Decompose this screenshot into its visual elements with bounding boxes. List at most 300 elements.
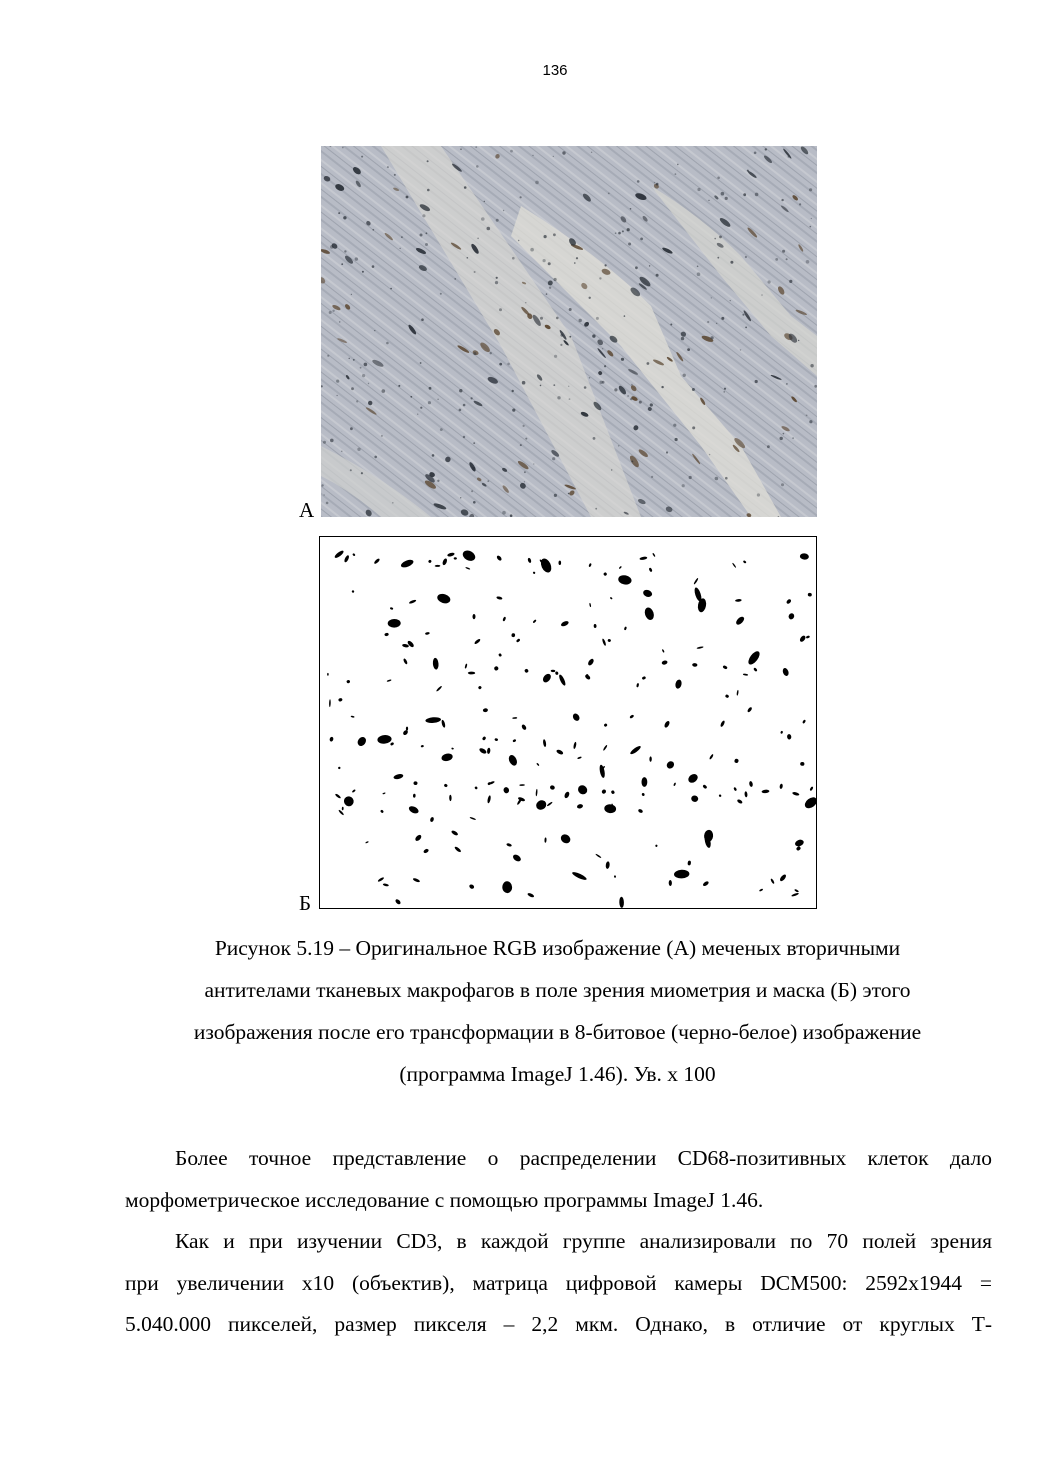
mask-particle [423,848,429,854]
mask-particle [551,670,556,673]
nucleus-speck [627,228,630,231]
nucleus-speck [548,262,551,265]
mask-particle [511,633,515,637]
nucleus-speck [627,395,629,397]
nucleus-speck [745,256,747,258]
nucleus-speck [337,395,338,396]
mask-particle [696,646,703,649]
mask-particle [759,888,763,891]
mask-particle [720,720,726,727]
nucleus-speck [786,383,788,385]
nucleus-speck [666,451,668,453]
nucleus-speck [374,456,377,459]
mask-particle [571,871,587,882]
mask-particle [436,592,452,605]
nucleus-speck [589,377,591,379]
mask-particle [743,673,748,676]
mask-particle [535,789,537,797]
mask-particle [384,633,389,637]
nucleus-speck [487,480,489,482]
mask-particle [655,844,657,847]
nucleus-speck [475,146,477,148]
nucleus-speck [353,359,355,361]
nucleus-speck [427,189,430,192]
nucleus-speck [406,196,409,199]
mask-particle [753,667,758,672]
nucleus-speck [421,318,424,321]
nucleus-speck [484,201,485,202]
mask-particle [587,658,595,667]
nucleus-speck [473,501,476,504]
nucleus-speck [556,317,559,320]
nucleus-speck [602,348,603,349]
mask-particle [747,706,753,712]
mask-particle [507,754,518,767]
mask-particle [454,557,457,559]
mask-particle [564,791,571,799]
nucleus-speck [400,248,401,249]
nucleus-speck [546,293,548,295]
mask-particle [377,734,392,744]
mask-particle [329,736,334,742]
mask-particle [464,663,467,668]
nucleus-speck [386,342,389,345]
nucleus-speck [624,315,626,317]
mask-particle [472,614,475,619]
nucleus-speck [326,502,329,505]
mask-particle [725,694,730,698]
mask-particle [665,760,675,770]
nucleus-speck [336,380,339,383]
nucleus-speck [595,508,597,510]
mask-particle [607,639,611,642]
mask-particle [749,781,754,787]
mask-particle [577,803,584,809]
nucleus-speck [628,243,631,246]
mask-particle [534,798,548,811]
mask-particle [733,787,737,791]
mask-particle [808,593,812,597]
nucleus-speck [496,277,498,279]
mask-particle [365,841,369,844]
mask-particle [687,772,700,784]
nucleus-speck [560,344,562,346]
nucleus-speck [554,494,557,497]
nucleus-speck [540,317,543,320]
nucleus-speck [637,180,640,183]
nucleus-speck [341,451,342,452]
nucleus-speck [755,380,758,383]
mask-particle [327,673,329,676]
nucleus-speck [781,199,783,201]
nucleus-speck [811,218,812,219]
nucleus-speck [554,278,557,281]
nucleus-speck [420,362,422,364]
mask-particle [454,846,462,853]
nucleus-speck [788,156,790,158]
mask-particle [329,699,331,707]
nucleus-speck [440,428,443,431]
nucleus-speck [681,337,684,340]
mask-particle [691,795,699,803]
nucleus-speck [549,287,551,289]
mask-particle [604,804,617,814]
mask-particle [649,567,653,572]
mask-particle [356,735,368,747]
nucleus-speck [544,235,547,238]
nucleus-speck [473,442,475,444]
mask-particle [744,791,747,797]
mask-particle [619,897,624,908]
nucleus-speck [349,358,350,359]
nucleus-speck [464,186,467,189]
mask-particle [335,793,342,799]
mask-particle [787,734,792,740]
mask-particle [572,712,581,722]
mask-particle [532,619,536,623]
mask-particle [602,638,607,646]
mask-particle [669,880,672,886]
mask-particle [556,749,564,756]
nucleus-speck [360,367,362,369]
nucleus-speck [806,415,808,417]
nucleus-speck [687,348,690,351]
nucleus-speck [810,364,813,367]
nucleus-speck [675,438,678,441]
nucleus-speck [524,481,525,482]
nucleus-speck [697,272,701,276]
mask-particle [451,748,454,750]
nucleus-speck [602,381,605,384]
nucleus-speck [495,281,498,284]
mask-particle [449,795,452,801]
mask-particle [662,649,665,653]
mask-particle [642,589,653,599]
mask-particle [502,616,506,621]
nucleus-speck [422,214,425,217]
nucleus-speck [618,232,621,235]
mask-particle [483,708,488,712]
mask-particle [428,559,432,563]
paragraph-line: Как и при изучении CD3, в каждой группе анализировали по 70 полей зрения [175,1229,992,1253]
body-text [125,1138,992,1346]
nucleus-speck [786,258,788,260]
mask-particle [722,665,727,670]
nucleus-speck [437,480,439,482]
nucleus-speck [711,297,712,298]
mask-particle [461,548,477,562]
mask-particle [617,574,632,586]
nucleus-speck [530,248,534,252]
mask-particle [594,624,597,628]
nucleus-speck [562,151,565,154]
nucleus-speck [481,217,485,221]
nucleus-speck [350,469,352,471]
nucleus-speck [789,280,792,283]
nucleus-speck [487,227,491,231]
mask-particle [779,873,787,882]
nucleus-speck [510,514,513,517]
nucleus-speck [394,174,396,176]
nucleus-speck [499,363,502,366]
nucleus-speck [806,260,810,264]
mask-particle [451,830,459,837]
mask-particle [692,663,697,667]
nucleus-speck [765,148,767,150]
nucleus-speck [651,476,653,478]
micrograph-image-a [321,146,817,517]
figure-caption [120,927,995,1095]
nucleus-speck [339,321,341,323]
caption-line: антителами тканевых макрофагов в поле зрения миометрия и маска (Б) этого [204,978,911,1002]
mask-particle [642,676,647,680]
nucleus-speck [604,365,606,367]
nucleus-speck [554,355,557,358]
nucleus-speck [507,363,510,366]
nucleus-speck [381,435,383,437]
mask-particle [387,679,392,682]
nucleus-speck [697,188,700,191]
nucleus-speck [459,389,462,392]
panel-label-a: А [299,498,315,522]
mask-particle [524,668,529,673]
nucleus-speck [724,391,725,392]
nucleus-speck [533,463,534,464]
mask-particle [342,794,355,808]
nucleus-speck [650,403,653,406]
nucleus-speck [647,362,650,365]
mask-particle [603,572,607,576]
nucleus-speck [522,381,526,385]
nucleus-speck [460,497,461,498]
nucleus-speck [524,471,526,473]
mask-particle [610,597,613,600]
mask-particle [519,784,524,786]
mask-particle [802,719,806,724]
mask-particle [782,667,790,677]
nucleus-speck [574,262,576,264]
nucleus-speck [496,219,499,222]
nucleus-speck [362,271,364,273]
nucleus-speck [341,263,343,265]
mask-particle [469,817,476,821]
mask-particle [409,599,417,604]
nucleus-speck [324,494,325,495]
mask-particle [496,555,503,562]
mask-particle [436,685,443,692]
mask-particle [673,782,676,786]
nucleus-speck [463,404,466,407]
nucleus-speck [329,311,332,314]
mask-particle [512,853,522,862]
mask-particle [346,680,350,684]
binary-mask-image-b [319,536,817,909]
mask-particle [516,638,521,643]
mask-particle [638,808,644,813]
nucleus-speck [321,484,323,486]
caption-line: изображения после его трансформации в 8-битовое (черно-белое) изображение [193,1020,922,1044]
nucleus-speck [518,240,519,241]
nucleus-speck [656,274,659,277]
nucleus-speck [717,177,720,180]
nucleus-speck [719,236,722,239]
mask-particle [629,745,642,756]
mask-particle [661,660,668,665]
mask-particle [435,565,441,567]
nucleus-speck [768,280,771,283]
mask-particle [601,789,607,795]
nucleus-speck [362,374,365,377]
mask-particle [735,615,746,626]
mask-particle [352,553,356,557]
nucleus-speck [382,389,386,393]
nucleus-speck [670,324,672,326]
nucleus-speck [591,152,592,153]
nucleus-speck [654,182,655,183]
mask-particle [687,860,691,865]
nucleus-speck [721,192,725,196]
mask-particle [719,794,722,797]
mask-particle [493,665,499,671]
mask-particle [403,658,408,665]
nucleus-speck [512,257,515,260]
nucleus-speck [330,245,334,249]
nucleus-speck [692,426,695,429]
nucleus-speck [361,472,363,474]
mask-particle [642,777,648,787]
nucleus-speck [344,250,346,252]
nucleus-speck [593,437,596,440]
nucleus-speck [454,278,456,280]
nucleus-speck [689,476,692,479]
mask-particle [432,658,439,670]
nucleus-speck [476,165,479,168]
nucleus-speck [755,193,759,197]
nucleus-speck [474,271,476,273]
mask-particle [413,781,418,785]
nucleus-speck [589,297,591,299]
mask-particle [547,801,553,806]
mask-particle [799,635,807,643]
nucleus-speck [372,229,374,231]
mask-particle [806,635,810,638]
nucleus-speck [576,257,578,259]
nucleus-speck [560,334,563,337]
nucleus-speck [432,454,435,457]
mask-particle [735,599,742,602]
nucleus-speck [783,433,785,435]
nucleus-speck [512,409,515,412]
mask-particle [649,756,651,761]
nucleus-speck [711,336,714,339]
mask-particle [605,861,610,869]
mask-particle [447,552,455,557]
mask-particle [779,783,783,789]
nucleus-speck [525,302,526,303]
nucleus-speck [608,193,610,195]
nucleus-speck [417,414,418,415]
mask-particle [559,833,572,846]
mask-particle [791,892,799,897]
mask-particle [390,607,394,610]
nucleus-speck [639,401,642,404]
mask-particle [373,558,380,565]
page-number: 136 [542,62,568,79]
mask-particle [408,805,420,815]
mask-particle [702,784,707,789]
mask-particle [377,877,384,883]
nucleus-speck [730,300,731,301]
nucleus-speck [724,388,726,390]
mask-particle [800,553,810,560]
nucleus-speck [675,173,677,175]
nucleus-speck [596,317,599,320]
nucleus-speck [781,483,784,486]
nucleus-speck [357,448,360,451]
mask-particle [414,834,422,842]
mask-particle [425,632,430,635]
mask-particle [390,742,394,746]
nucleus-speck [656,183,659,186]
nucleus-speck [809,420,812,423]
nucleus-speck [459,409,462,412]
mask-particle [794,838,805,847]
mask-particle [702,880,709,887]
mask-particle [351,716,355,718]
nucleus-speck [342,147,344,149]
mask-particle [734,758,739,763]
nucleus-speck [510,150,513,153]
mask-particle [573,742,577,750]
nucleus-speck [548,284,549,285]
mask-particle [595,853,602,858]
mask-particle [770,878,775,884]
mask-particle [639,556,647,560]
nucleus-speck [429,387,432,390]
nucleus-speck [742,314,744,316]
mask-particle [402,729,409,736]
mask-particle [441,720,446,729]
mask-particle [496,596,502,600]
mask-particle [619,566,622,569]
nucleus-speck [390,288,392,290]
mask-particle [442,558,448,566]
mask-particle [344,555,350,563]
nucleus-speck [692,388,695,391]
nucleus-speck [410,396,412,398]
mask-particle [737,799,743,805]
mask-particle [794,889,799,893]
nucleus-speck [557,396,560,399]
mask-particle [482,736,487,741]
mask-particle [643,606,655,621]
mask-particle [382,792,385,794]
nucleus-speck [351,294,352,295]
mask-particle [412,877,420,882]
nucleus-speck [725,197,728,200]
nucleus-speck [707,321,709,323]
mask-particle [732,562,737,568]
nucleus-speck [714,238,716,240]
mask-particle [352,789,356,793]
mask-particle [555,671,559,675]
nucleus-speck [420,234,423,237]
nucleus-speck [798,340,799,341]
nucleus-speck [460,148,462,150]
mask-particle [444,783,448,787]
mask-particle [736,690,738,696]
mask-particle [430,817,435,823]
